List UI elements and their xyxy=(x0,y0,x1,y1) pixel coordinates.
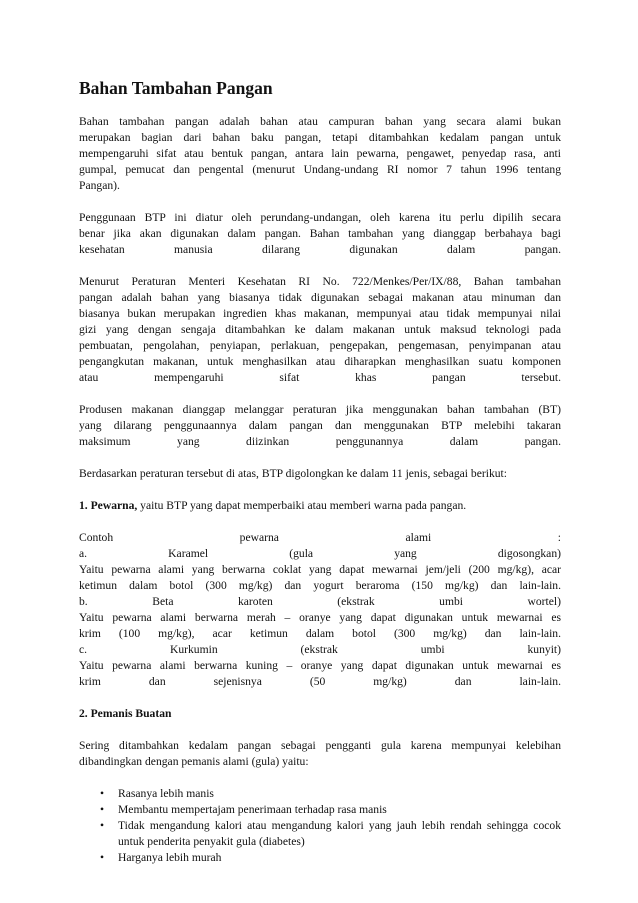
section-pewarna-text: yaitu BTP yang dapat memperbaiki atau memberi warna pada pangan. xyxy=(137,499,467,512)
text-line: Yaitu pewarna alami yang berwarna coklat yang dapat mewarnai jem/jeli (200 mg/kg), acar xyxy=(79,563,561,576)
text-line: Penggunaan BTP ini diatur oleh perundang-undangan, oleh karena itu perlu dipilih secara xyxy=(79,211,561,224)
text-line: atau mempengaruhi sifat khas pangan tersebut. xyxy=(79,371,561,384)
pemanis-benefits-list xyxy=(79,786,561,866)
text-line: ketimun dalam botol (300 mg/kg) dan yogurt beraroma (150 mg/kg) dan lain-lain. xyxy=(79,579,561,592)
text-line: pangan adalah bahan yang biasanya tidak digunakan sebagai makanan atau minuman dan xyxy=(79,291,561,304)
paragraph-permenkes xyxy=(79,274,561,386)
text-line: benar jika akan digunakan dalam pangan. Bahan tambahan yang dianggap berbahaya bagi xyxy=(79,227,561,240)
list-item xyxy=(99,850,561,866)
list-item xyxy=(99,818,561,850)
text-line: gizi yang dengan sengaja ditambahkan ke dalam makanan untuk maksud teknologi pada xyxy=(79,323,561,336)
bullet-icon: • xyxy=(99,787,105,800)
list-item-text: Tidak mengandung kalori atau mengandung kalori yang jauh lebih rendah sehingga cocok untuk penderita penyakit gula (diabetes) xyxy=(118,819,561,848)
text-line: maksimum yang diizinkan penggunannya dalam pangan. xyxy=(79,435,561,448)
text-line: mempengaruhi sifat atau bentuk pangan, antara lain pewarna, pengawet, penyedap rasa, anti xyxy=(79,147,561,160)
text-line: dibandingkan dengan pemanis alami (gula) yaitu: xyxy=(79,755,309,768)
bullet-icon: • xyxy=(99,851,105,864)
text-line: kesehatan manusia dilarang digunakan dalam pangan. xyxy=(79,243,561,256)
list-item xyxy=(99,802,561,818)
text-line: Produsen makanan dianggap melanggar peraturan jika menggunakan bahan tambahan (BT) xyxy=(79,403,561,416)
text-line: Sering ditambahkan kedalam pangan sebagai pengganti gula karena mempunyai kelebihan xyxy=(79,739,561,752)
bullet-icon: • xyxy=(99,803,105,816)
text-line: krim (100 mg/kg), acar ketimun dalam botol (300 mg/kg) dan lain-lain. xyxy=(79,627,561,640)
document-title: Bahan Tambahan Pangan xyxy=(79,78,273,98)
paragraph-producers xyxy=(79,402,561,450)
text-line: yang dilarang penggunaannya dalam pangan dan menggunakan BTP melebihi takaran xyxy=(79,419,561,432)
list-item-text: Harganya lebih murah xyxy=(118,851,222,864)
text-line: merupakan bagian dari bahan baku pangan, tetapi ditambahkan kedalam pangan untuk xyxy=(79,131,561,144)
list-item-text: Membantu mempertajam penerimaan terhadap rasa manis xyxy=(118,803,387,816)
text-line: Contoh pewarna alami : xyxy=(79,531,561,544)
paragraph-classification: Berdasarkan peraturan tersebut di atas, BTP digolongkan ke dalam 11 jenis, sebagai berikut: xyxy=(79,467,507,480)
text-line: a. Karamel (gula yang digosongkan) xyxy=(79,547,561,560)
list-item xyxy=(99,786,561,802)
list-item-text: Rasanya lebih manis xyxy=(118,787,214,800)
pewarna-examples xyxy=(79,530,561,690)
text-line: biasanya bukan merupakan ingredien khas makanan, mempunyai atau tidak mempunyai nilai xyxy=(79,307,561,320)
text-line: c. Kurkumin (ekstrak umbi kunyit) xyxy=(79,643,561,656)
text-line: gumpal, pemucat dan pengental (menurut Undang-undang RI nomor 7 tahun 1996 tentang xyxy=(79,163,561,176)
text-line: Pangan). xyxy=(79,179,120,192)
bullet-icon: • xyxy=(99,819,105,832)
section-pewarna-label: 1. Pewarna, xyxy=(79,499,138,512)
paragraph-definition xyxy=(79,114,561,194)
text-line: Menurut Peraturan Menteri Kesehatan RI No. 722/Menkes/Per/IX/88, Bahan tambahan xyxy=(79,275,561,288)
text-line: Yaitu pewarna alami berwarna merah – oranye yang dapat digunakan untuk mewarnai es xyxy=(79,611,561,624)
text-line: krim dan sejenisnya (50 mg/kg) dan lain-lain. xyxy=(79,675,561,688)
text-line: pembuatan, pengolahan, penyiapan, perlakuan, pengepakan, pengemasan, penyimpanan atau xyxy=(79,339,561,352)
section-pewarna xyxy=(79,498,561,514)
text-line: Bahan tambahan pangan adalah bahan atau campuran bahan yang secara alami bukan xyxy=(79,115,561,128)
text-line: b. Beta karoten (ekstrak umbi wortel) xyxy=(79,595,561,608)
paragraph-regulation xyxy=(79,210,561,258)
text-line: Yaitu pewarna alami berwarna kuning – oranye yang dapat digunakan untuk mewarnai es xyxy=(79,659,561,672)
document-page xyxy=(79,78,561,866)
paragraph-pemanis xyxy=(79,738,561,770)
section-pemanis-title: 2. Pemanis Buatan xyxy=(79,707,172,720)
text-line: pengangkutan makanan, untuk menghasilkan atau diharapkan menghasilkan suatu komponen xyxy=(79,355,561,368)
